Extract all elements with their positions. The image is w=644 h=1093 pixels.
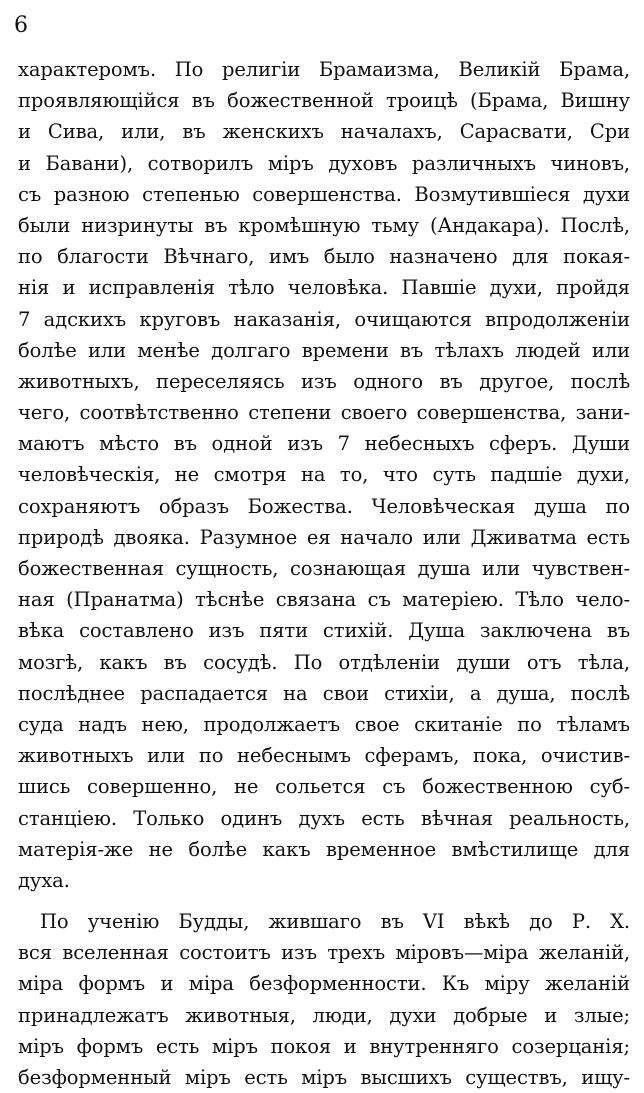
text-line: духа. [18, 868, 70, 892]
page-number: 6 [14, 13, 28, 38]
text-line: проявляющійся въ божественной троицѣ (Брама, Вишну [18, 89, 630, 113]
text-line: безформенный міръ есть міръ высшихъ существъ, ищу- [18, 1066, 630, 1089]
paragraph-gap [18, 896, 630, 906]
text-line: нія и исправленія тѣло человѣка. Павшіе духи, пройдя [18, 276, 630, 300]
text-line: божественная сущность, сознающая душа или чувствен- [18, 557, 630, 580]
text-line: болѣе или менѣе долгаго времени въ тѣлахъ людей или [18, 338, 630, 362]
text-line: характеромъ. По религіи Брамаизма, Великій Брама, [18, 58, 630, 81]
text-line: мозгѣ, какъ въ сосудѣ. По отдѣленіи души отъ тѣла, [18, 650, 630, 674]
text-line: чего, соотвѣтственно степени своего совершенства, зани- [18, 401, 630, 425]
text-line: вѣка составлено изъ пяти стихій. Душа заключена въ [18, 619, 630, 643]
text-line: животныхъ, переселяясь изъ одного въ другое, послѣ [18, 369, 630, 393]
text-line: животныхъ или по небеснымъ сферамъ, пока, очистив- [18, 744, 630, 768]
text-line: міръ формъ есть міръ покоя и внутренняго созерцанія; [18, 1034, 630, 1058]
text-line: ная (Пранатма) тѣснѣе связана съ матеріею. Тѣло чело- [18, 588, 630, 612]
text-line: вся вселенная состоитъ изъ трехъ міровъ—міра желаній, [18, 941, 630, 965]
text-line: маютъ мѣсто въ одной изъ 7 небесныхъ сферъ. Души [18, 432, 630, 456]
paragraph-2 [18, 906, 630, 1093]
text-line: человѣческія, не смотря на то, что суть падшіе духи, [18, 463, 630, 487]
text-line: станціею. Только одинъ духъ есть вѣчная реальность, [18, 806, 630, 830]
body-text [18, 54, 630, 1093]
text-line: по благости Вѣчнаго, имъ было назначено для покая- [18, 245, 630, 269]
text-line: послѣднее распадается на свои стихіи, а душа, послѣ [18, 681, 630, 705]
text-line: матерія-же не болѣе какъ временное вмѣстилище для [18, 837, 630, 861]
text-line: По ученію Будды, жившаго въ VI вѣкѣ до Р. Х. [40, 910, 630, 934]
text-line: принадлежатъ животныя, люди, духи добрые и злые; [18, 1003, 630, 1027]
text-line: сохраняютъ образъ Божества. Человѣческая душа по [18, 494, 630, 518]
text-line: съ разною степенью совершенства. Возмутившіеся духи [18, 182, 630, 206]
text-line: и Сива, или, въ женскихъ началахъ, Сарасвати, Сри [18, 120, 630, 144]
paragraph-1 [18, 54, 630, 896]
text-line: міра формъ и міра безформенности. Къ міру желаній [18, 972, 630, 996]
text-line: были низринуты въ кромѣшную тьму (Андакара). Послѣ, [18, 213, 630, 237]
text-line: шись совершенно, не сольется съ божественною суб- [18, 775, 630, 799]
text-line: природѣ двояка. Разумное ея начало или Дживатма есть [18, 525, 630, 549]
text-line: суда надъ нею, продолжаетъ свое скитаніе по тѣламъ [18, 712, 630, 736]
text-line: и Бавани), сотворилъ міръ духовъ различныхъ чиновъ, [18, 151, 630, 175]
text-line: 7 адскихъ круговъ наказанія, очищаются впродолженіи [18, 307, 630, 331]
